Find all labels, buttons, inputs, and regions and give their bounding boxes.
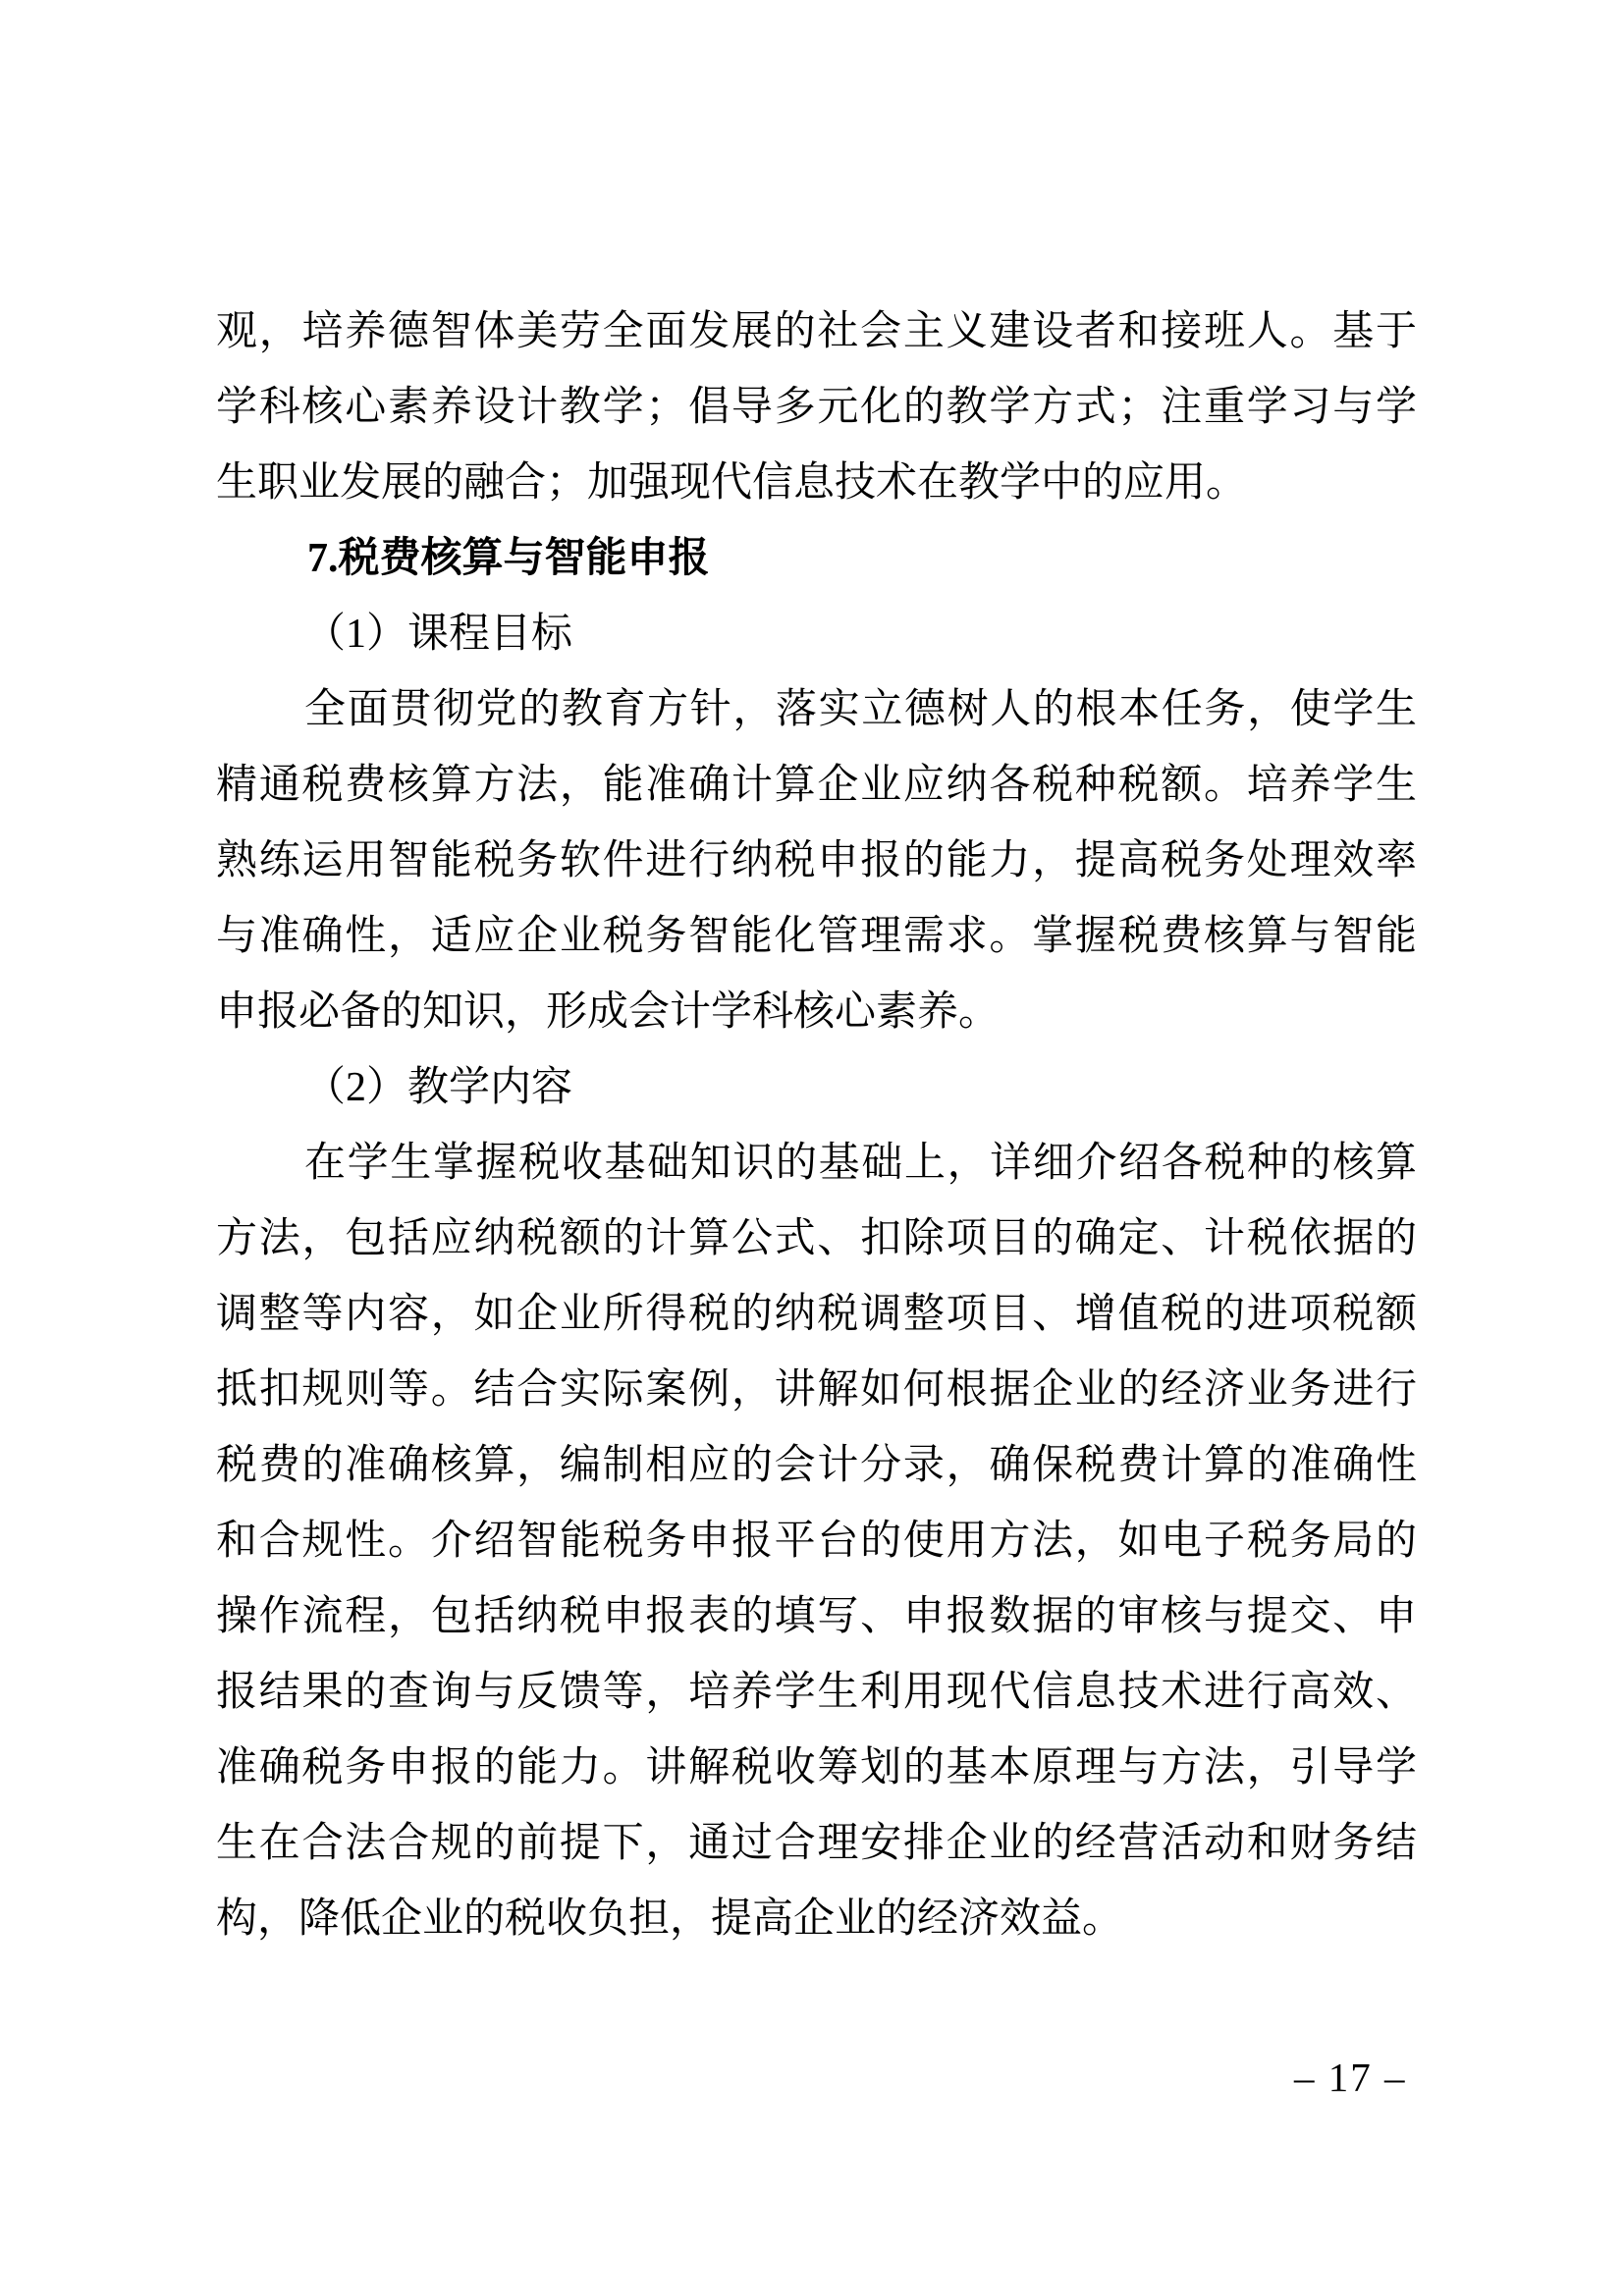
subsection-heading: （2）教学内容 [304, 1065, 573, 1110]
text-line: 精通税费核算方法，能准确计算企业应纳各税种税额。培养学生 [216, 763, 1417, 808]
text-line: 学科核心素养设计教学；倡导多元化的教学方式；注重学习与学 [216, 385, 1417, 430]
page-number: – 17 – [1294, 2055, 1407, 2100]
text-line: 方法，包括应纳税额的计算公式、扣除项目的确定、计税依据的 [216, 1216, 1417, 1261]
text-line: 构，降低企业的税收负担，提高企业的经济效益。 [216, 1896, 1124, 1942]
text-line: 观，培养德智体美劳全面发展的社会主义建设者和接班人。基于 [216, 309, 1417, 354]
text-line: 抵扣规则等。结合实际案例，讲解如何根据企业的经济业务进行 [216, 1367, 1417, 1413]
text-line: 报结果的查询与反馈等，培养学生利用现代信息技术进行高效、 [216, 1670, 1417, 1715]
text-line: 与准确性，适应企业税务智能化管理需求。掌握税费核算与智能 [216, 914, 1417, 959]
text-line: 和合规性。介绍智能税务申报平台的使用方法，如电子税务局的 [216, 1519, 1417, 1564]
text-line: 税费的准确核算，编制相应的会计分录，确保税费计算的准确性 [216, 1443, 1417, 1488]
subsection-heading: （1）课程目标 [304, 612, 573, 657]
text-line: 生职业发展的融合；加强现代信息技术在教学中的应用。 [216, 460, 1248, 506]
text-line: 在学生掌握税收基础知识的基础上，详细介绍各税种的核算 [304, 1141, 1417, 1186]
text-line: 操作流程，包括纳税申报表的填写、申报数据的审核与提交、申 [216, 1594, 1417, 1639]
text-line: 全面贯彻党的教育方针，落实立德树人的根本任务，使学生 [304, 687, 1417, 732]
text-line: 熟练运用智能税务软件进行纳税申报的能力，提高税务处理效率 [216, 838, 1417, 883]
text-line: 调整等内容，如企业所得税的纳税调整项目、增值税的进项税额 [216, 1292, 1417, 1337]
text-line: 生在合法合规的前提下，通过合理安排企业的经营活动和财务结 [216, 1821, 1417, 1866]
section-heading: 7.税费核算与智能申报 [307, 536, 710, 581]
text-line: 准确税务申报的能力。讲解税收筹划的基本原理与方法，引导学 [216, 1745, 1417, 1790]
text-line: 申报必备的知识，形成会计学科核心素养。 [216, 989, 1001, 1035]
document-body [216, 294, 1417, 1957]
